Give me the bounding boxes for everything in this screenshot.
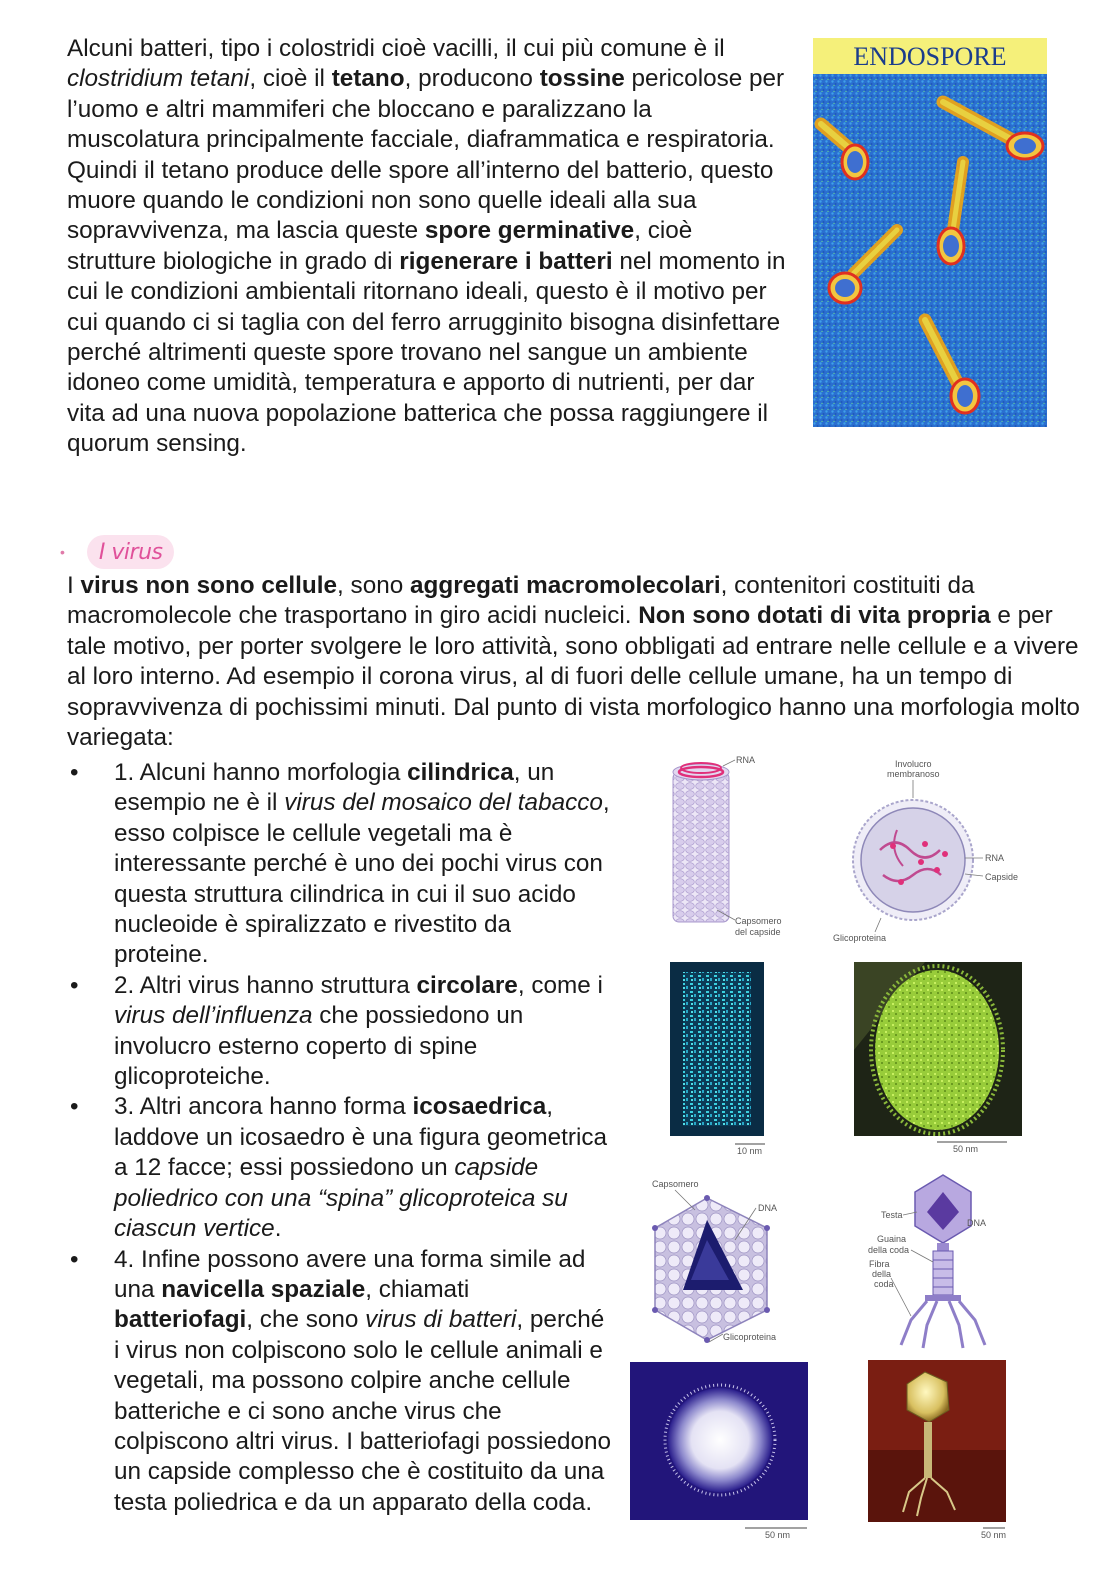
- svg-text:Glicoproteina: Glicoproteina: [833, 933, 887, 943]
- icosahedral-schematic: [652, 1179, 777, 1343]
- paragraph-tetanus: Alcuni batteri, tipo i colostridi cioè vacilli, il cui più comune è il clostridium tetani, cioè il tetano, producono tossine pericolose per l’uomo e altri mammiferi che bloccano e paralizzano la muscolatura principalmente facciale, diaframmatica e respiratoria. Quindi il tetano produce delle spore all’interno del batterio, questo muore quando le condizioni non sono quelle ideali alla sua sopravvivenza, ma lascia queste spore germinative, cioè strutture biologiche in grado di rigenerare i batteri nel momento in cui le condizioni ambientali ritornano ideali, questo è il motivo per cui quando ci si taglia con del ferro arrugginito bisogna disinfettare perché altrimenti queste spore trovano nel sangue un ambiente idoneo come umidità, temperatura e apporto di nutrienti, per dar vita ad una nuova popolazione batterica che possa raggiungere il quorum sensing.: [67, 35, 786, 458]
- endospore-figure: [813, 38, 1047, 427]
- svg-text:del capside: del capside: [735, 927, 781, 937]
- list-item: • 1. Alcuni hanno morfologia cilindrica, un esempio ne è il virus del mosaico del tabacco, esso colpisce le cellule vegetali ma è interessante perché è uno dei pochi virus con questa struttura cilindrica in cui il suo acido nucleoide è spiralizzato e rivestito da proteine.: [70, 759, 610, 969]
- svg-text:Guaina: Guaina: [877, 1234, 907, 1244]
- tmv-schematic: [673, 755, 782, 937]
- svg-text:Glicoproteina: Glicoproteina: [723, 1332, 777, 1342]
- svg-text:50 nm: 50 nm: [765, 1530, 791, 1540]
- endospore-title: ENDOSPORE: [853, 42, 1007, 71]
- flu-schematic: [833, 759, 1018, 943]
- svg-text:della: della: [872, 1269, 892, 1279]
- svg-text:50 nm: 50 nm: [953, 1144, 979, 1154]
- phage-schematic: [868, 1175, 986, 1348]
- svg-text:coda: coda: [874, 1279, 894, 1289]
- svg-text:della coda: della coda: [868, 1245, 910, 1255]
- list-item: • 4. Infine possono avere una forma simile ad una navicella spaziale, chiamati batteriofagi, che sono virus di batteri, perché i virus non colpiscono solo le cellule animali e vegetali, ma possono colpire anche cellule batteriche e ci sono anche virus che colpiscono altri virus. I batteriofagi possiedono un capside complesso che è costituito da una testa poliedrica e da un apparato della coda.: [70, 1245, 612, 1516]
- svg-text:DNA: DNA: [758, 1203, 778, 1213]
- svg-text:Testa: Testa: [881, 1210, 903, 1220]
- svg-text:Capside: Capside: [985, 872, 1019, 882]
- flu-micrograph: [854, 962, 1022, 1154]
- list-item: • 2. Altri virus hanno struttura circolare, come i virus dell’influenza che possiedono un involucro esterno coperto di spine glicoproteiche.: [70, 971, 603, 1091]
- svg-text:Fibra: Fibra: [869, 1259, 890, 1269]
- phage-micrograph: [868, 1360, 1006, 1540]
- section-heading-label: I virus: [87, 535, 175, 569]
- svg-text:DNA: DNA: [967, 1218, 987, 1228]
- virus-figure-panel: [625, 750, 1035, 1550]
- morphology-list: [67, 758, 612, 1518]
- svg-text:RNA: RNA: [985, 853, 1005, 863]
- svg-text:50 nm: 50 nm: [981, 1530, 1007, 1540]
- tmv-micrograph: [670, 962, 765, 1156]
- svg-text:Capsomero: Capsomero: [652, 1179, 699, 1189]
- paragraph-virus-intro: I virus non sono cellule, sono aggregati macromolecolari, contenitori costituiti da macromolecole che trasportano in giro acidi nucleici. Non sono dotati di vita propria e per tale motivo, per porter svolgere le loro attività, sono obbligati ad entrare nelle cellule e a vivere al loro interno. Ad esempio il corona virus, al di fuori delle cellule umane, ha un tempo di sopravvivenza di pochissimi minuti. Dal punto di vista morfologico hanno una morfologia molto variegata:: [67, 572, 1080, 752]
- icosahedral-micrograph: [630, 1362, 808, 1540]
- svg-text:Capsomero: Capsomero: [735, 916, 782, 926]
- svg-text:10 nm: 10 nm: [737, 1146, 763, 1156]
- svg-text:RNA: RNA: [736, 755, 756, 765]
- bullet-icon: •: [60, 544, 65, 560]
- list-item: • 3. Altri ancora hanno forma icosaedrica, laddove un icosaedro è una figura geometrica a 12 facce; essi possiedono un capside poliedrico con una “spina” glicoproteica su ciascun vertice.: [70, 1093, 608, 1243]
- section-heading-virus: [60, 534, 174, 570]
- svg-text:membranoso: membranoso: [887, 769, 940, 779]
- svg-text:Involucro: Involucro: [895, 759, 932, 769]
